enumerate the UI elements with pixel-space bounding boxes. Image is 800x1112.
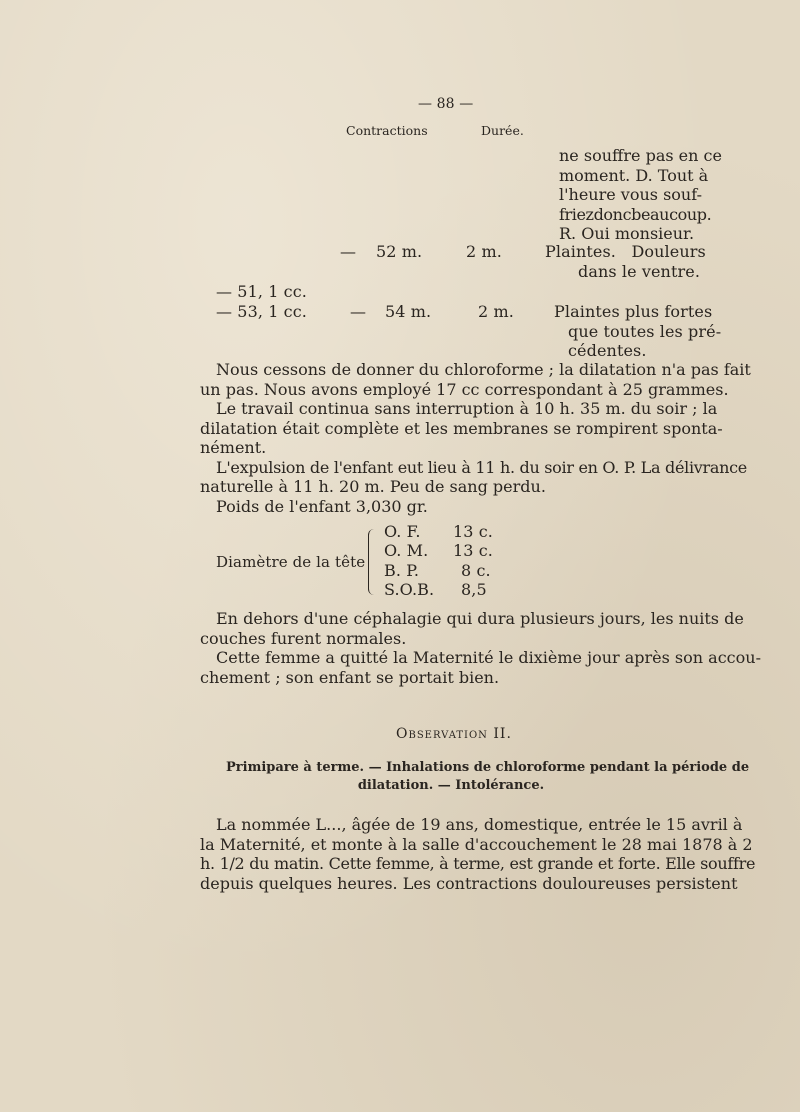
text-line: dilatation était complète et les membranes se rompirent sponta- bbox=[200, 418, 723, 438]
dose-1: — 51, 1 cc. bbox=[216, 282, 307, 301]
observation-heading: Observation II. bbox=[396, 726, 512, 742]
row2-note-1: Plaintes plus fortes bbox=[554, 302, 713, 321]
row1-dash: — bbox=[340, 242, 357, 261]
text-line: L'expulsion de l'enfant eut lieu à 11 h. du soir en O. P. La délivrance bbox=[216, 457, 747, 477]
text-line: Poids de l'enfant 3,030 gr. bbox=[216, 496, 428, 516]
note-block-1 bbox=[559, 146, 722, 244]
header-contractions: Contractions bbox=[346, 123, 428, 138]
paragraph-chloroforme bbox=[200, 360, 751, 516]
row1-duration: 2 m. bbox=[466, 242, 502, 261]
page-number: — 88 — bbox=[418, 96, 474, 112]
text-line: En dehors d'une céphalagie qui dura plusieurs jours, les nuits de bbox=[216, 609, 744, 628]
note-line: moment. D. Tout à bbox=[559, 165, 709, 185]
diameter-value: 13 c. bbox=[453, 522, 493, 541]
dose-2: — 53, 1 cc. bbox=[216, 302, 307, 321]
text-line: Le travail continua sans interruption à 10 h. 35 m. du soir ; la bbox=[216, 399, 718, 418]
row2-note-3: cédentes. bbox=[568, 341, 647, 360]
note-line: ne souffre pas en ce bbox=[559, 146, 722, 165]
row2-note-2: que toutes les pré- bbox=[568, 322, 722, 341]
note-line: R. Oui monsieur. bbox=[559, 224, 695, 243]
row1-note-2: dans le ventre. bbox=[578, 262, 700, 281]
row2-duration: 2 m. bbox=[478, 302, 514, 321]
diameter-value: 8 c. bbox=[461, 561, 491, 580]
observation-subtitle-2: dilatation. — Intolérance. bbox=[357, 778, 545, 793]
row1-note: Plaintes. Douleurs bbox=[545, 242, 706, 261]
diameter-value: 8,5 bbox=[461, 580, 487, 599]
text-line: nément. bbox=[200, 438, 267, 457]
note-line: friezdoncbeaucoup. bbox=[559, 204, 712, 224]
diameter-name: O. F. bbox=[384, 522, 421, 541]
diameter-name: B. P. bbox=[384, 561, 420, 580]
text-line: Nous cessons de donner du chloroforme ; la dilatation n'a pas fait bbox=[216, 360, 751, 379]
text-line: un pas. Nous avons employé 17 cc correspondant à 25 grammes. bbox=[200, 379, 729, 399]
text-line: naturelle à 11 h. 20 m. Peu de sang perdu. bbox=[200, 477, 546, 496]
brace-decoration bbox=[368, 529, 377, 595]
observation-subtitle-1: Primipare à terme. — Inhalations de chloroforme pendant la période de bbox=[226, 760, 750, 775]
diameter-label: Diamètre de la tête bbox=[216, 553, 366, 571]
observation-body bbox=[200, 815, 756, 893]
text-line: Cette femme a quitté la Maternité le dixième jour après son accou- bbox=[216, 648, 761, 667]
text-line: h. 1/2 du matin. Cette femme, à terme, est grande et forte. Elle souffre bbox=[200, 854, 756, 873]
note-line: l'heure vous souf- bbox=[559, 185, 702, 204]
row1-time: 52 m. bbox=[376, 242, 423, 261]
text-line: La nommée L..., âgée de 19 ans, domestique, entrée le 15 avril à bbox=[216, 815, 743, 834]
row2-time: 54 m. bbox=[385, 302, 432, 321]
row2-dash: — bbox=[350, 302, 367, 321]
diameter-name: S.O.B. bbox=[384, 580, 435, 599]
diameter-value: 13 c. bbox=[453, 541, 493, 560]
header-duree: Durée. bbox=[481, 123, 524, 138]
text-line: couches furent normales. bbox=[200, 628, 407, 648]
paragraph-outcome bbox=[200, 609, 761, 687]
text-line: chement ; son enfant se portait bien. bbox=[200, 667, 500, 687]
diameter-name: O. M. bbox=[384, 541, 429, 560]
text-line: la Maternité, et monte à la salle d'accouchement le 28 mai 1878 à 2 bbox=[200, 834, 753, 854]
text-line: depuis quelques heures. Les contractions douloureuses persistent bbox=[200, 873, 738, 893]
